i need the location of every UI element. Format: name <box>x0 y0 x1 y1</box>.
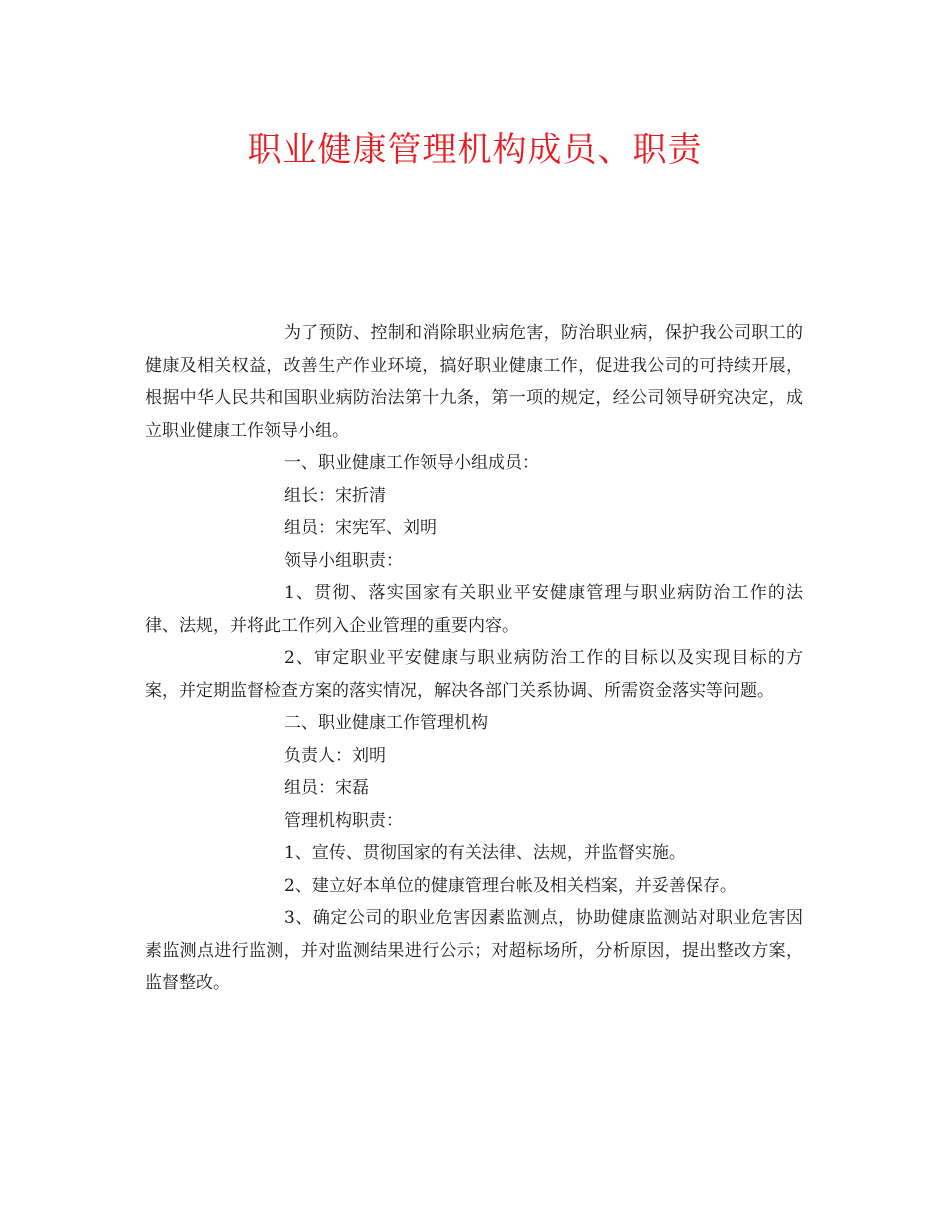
heading-leader-duties: 领导小组职责： <box>284 550 403 571</box>
document-title: 职业健康管理机构成员、职责 <box>247 130 703 170</box>
paragraph-leader: 组长：宋折清 <box>284 485 386 506</box>
paragraph-intro: 为了预防、控制和消除职业病危害，防治职业病，保护我公司职工的健康及相关权益，改善生产作业环境，搞好职业健康工作，促进我公司的可持续开展，根据中华人民共和国职业病防治法第十九条，第一项的规定，经公司领导研究决定，成立职业健康工作领导小组。 <box>145 323 803 441</box>
paragraph-org-duty-2: 2、建立好本单位的健康管理台帐及相关档案，并妥善保存。 <box>284 875 737 896</box>
paragraph-responsible: 负责人：刘明 <box>284 745 386 766</box>
document-body <box>145 317 803 1000</box>
paragraph-members: 组员：宋宪军、刘明 <box>284 518 437 538</box>
heading-section-2: 二、职业健康工作管理机构 <box>284 713 488 733</box>
heading-section-1: 一、职业健康工作领导小组成员： <box>284 453 539 473</box>
paragraph-org-members: 组员：宋磊 <box>284 778 369 798</box>
paragraph-org-duty-3: 3、确定公司的职业危害因素监测点，协助健康监测站对职业危害因素监测点进行监测，并对监测结果进行公示；对超标场所，分析原因，提出整改方案，监督整改。 <box>145 908 803 993</box>
paragraph-duty-1: 1、贯彻、落实国家有关职业平安健康管理与职业病防治工作的法律、法规，并将此工作列入企业管理的重要内容。 <box>145 583 803 636</box>
paragraph-duty-2: 2、审定职业平安健康与职业病防治工作的目标以及实现目标的方案，并定期监督检查方案的落实情况，解决各部门关系协调、所需资金落实等问题。 <box>145 648 803 701</box>
heading-org-duties: 管理机构职责： <box>284 810 403 831</box>
paragraph-org-duty-1: 1、宣传、贯彻国家的有关法律、法规，并监督实施。 <box>284 843 686 863</box>
